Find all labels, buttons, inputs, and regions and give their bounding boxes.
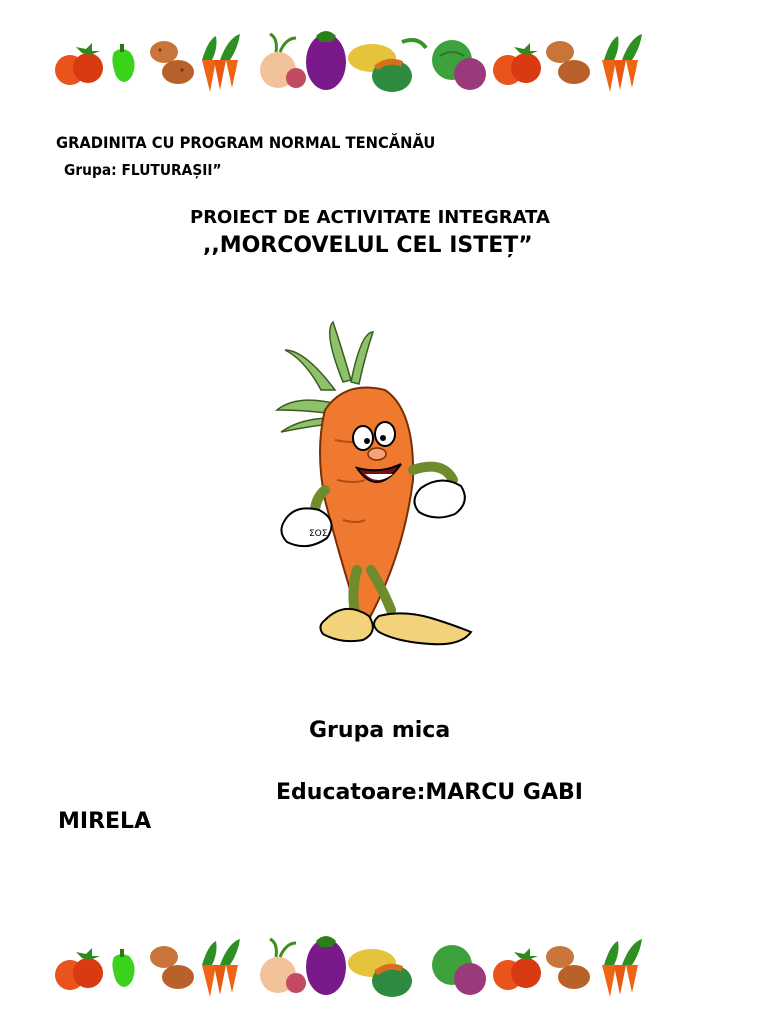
onion-icon [260, 939, 306, 993]
cabbage-icon [432, 945, 486, 995]
group-name: Grupa: FLUTURAȘII” [64, 161, 222, 179]
eggplant-icon [306, 31, 346, 90]
project-title: ,,MORCOVELUL CEL ISTEȚ” [203, 233, 533, 258]
green-pepper-icon [112, 949, 134, 987]
right-glove [414, 480, 464, 517]
tomato-icon [55, 948, 103, 990]
left-glove [281, 508, 331, 546]
potatoes-icon [150, 946, 194, 989]
carrots-icon [202, 34, 240, 92]
kindergarten-name: GRADINITA CU PROGRAM NORMAL TENCĂNĂU [56, 133, 436, 152]
squash-icon [348, 40, 426, 92]
vegetable-border-top [52, 20, 652, 96]
tomato-icon [493, 43, 541, 85]
squash-icon [348, 949, 412, 997]
vegetable-border-bottom [52, 925, 652, 1001]
teacher-name-continued: MIRELA [58, 809, 152, 834]
cabbage-icon [432, 40, 486, 90]
tomato-icon [493, 948, 541, 990]
tomato-icon [55, 43, 103, 85]
potatoes-icon [150, 41, 194, 84]
onion-icon [260, 34, 306, 88]
carrots-icon [202, 939, 240, 997]
potatoes-icon [546, 41, 590, 84]
potatoes-icon [546, 946, 590, 989]
green-pepper-icon [112, 44, 134, 82]
project-label: PROIECT DE ACTIVITATE INTEGRATA [190, 207, 550, 228]
carrot-body [320, 388, 413, 631]
carrot-shoes [320, 609, 471, 644]
teacher-name: Educatoare:MARCU GABI [276, 780, 583, 805]
group-level: Grupa mica [309, 718, 451, 743]
carrots-icon [602, 34, 642, 92]
carrot-character-illustration [265, 320, 495, 670]
glove-text: ΣΟΣ [309, 529, 328, 539]
eggplant-icon [306, 936, 346, 995]
carrots-icon [602, 939, 642, 997]
